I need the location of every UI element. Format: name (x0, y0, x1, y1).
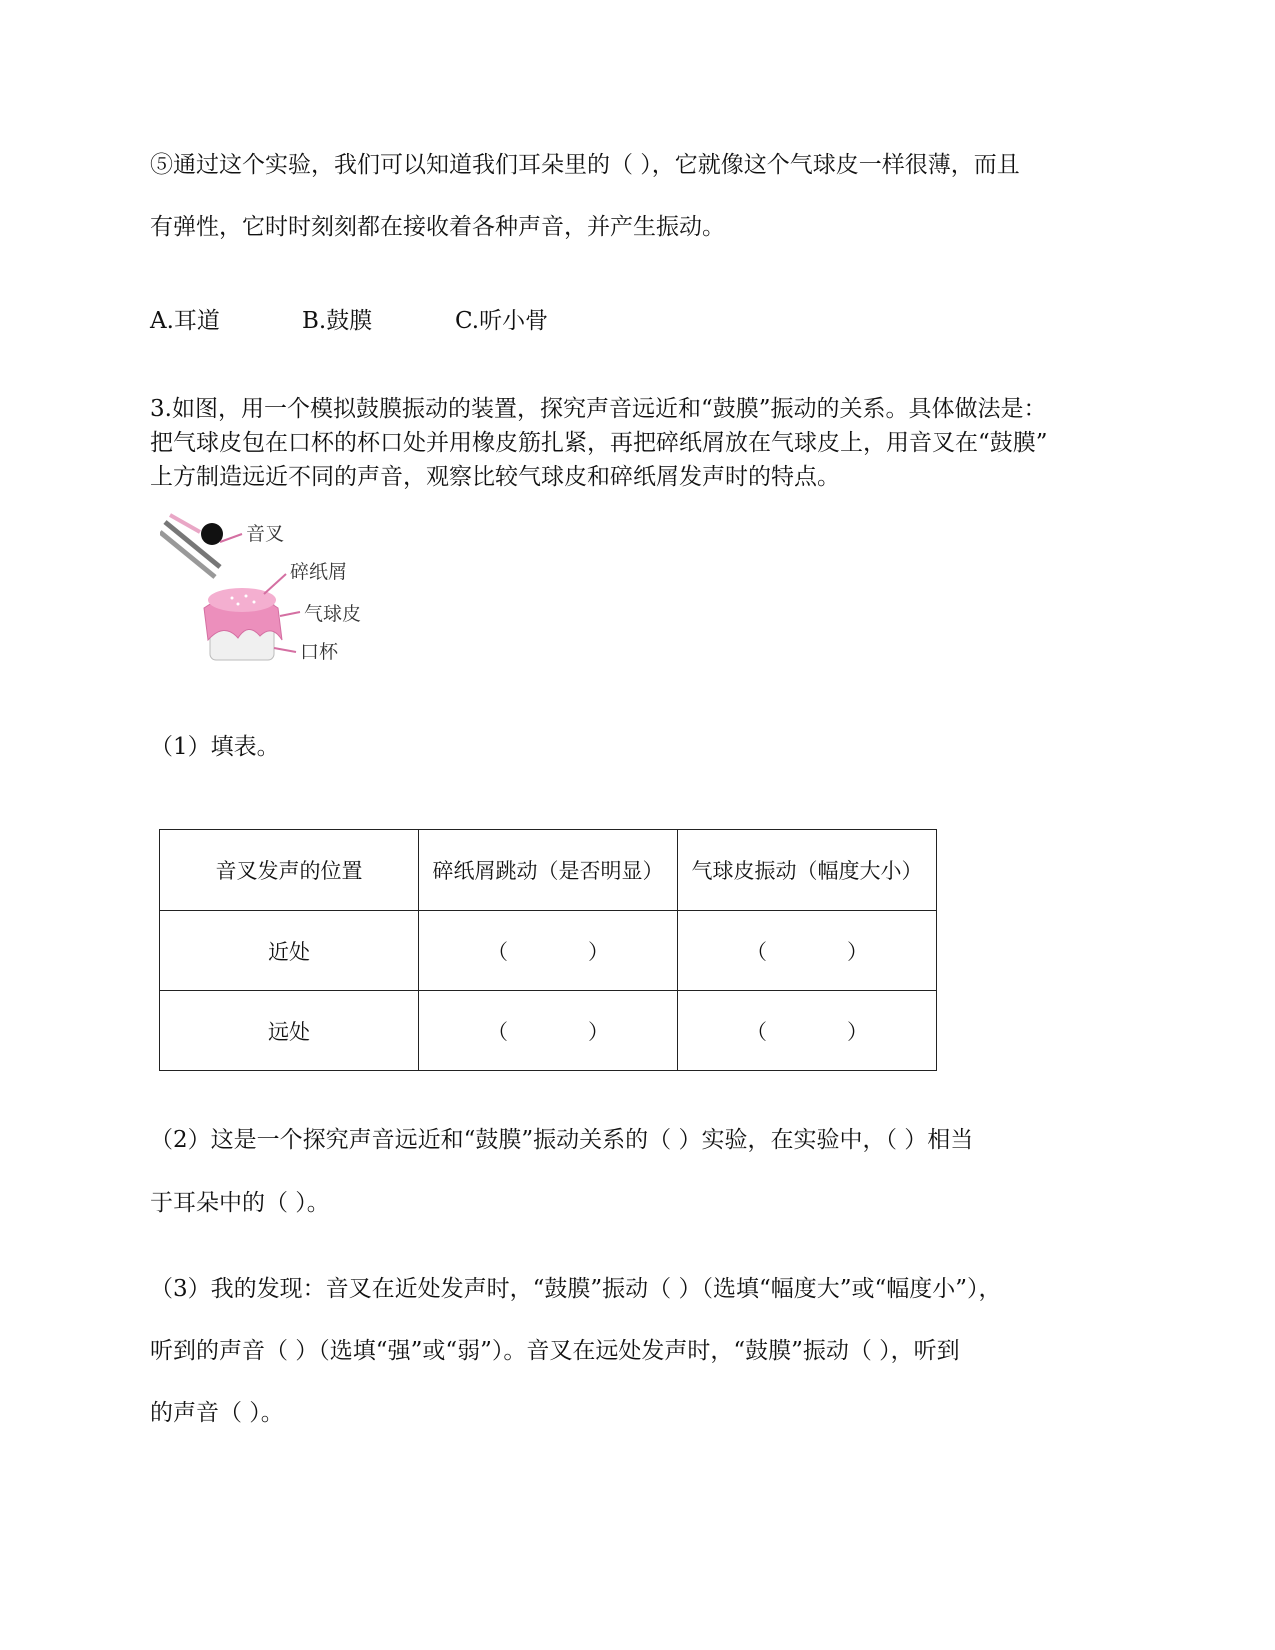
q5-line-2: 有弹性，它时时刻刻都在接收着各种声音，并产生振动。 (150, 214, 725, 240)
q3-line-3: 上方制造远近不同的声音，观察比较气球皮和碎纸屑发声时的特点。 (150, 464, 840, 490)
label-tuning-fork: 音叉 (246, 523, 285, 545)
label-balloon-skin: 气球皮 (304, 603, 362, 625)
answer-blank[interactable]: （ ） (419, 991, 678, 1071)
sub3-line-3: 的声音（ ）。 (150, 1400, 284, 1426)
label-paper-scraps: 碎纸屑 (290, 561, 348, 583)
option-a[interactable]: A.耳道 (150, 308, 220, 334)
header-balloon-skin: 气球皮振动（幅度大小） (678, 830, 937, 911)
table-row (160, 991, 937, 1071)
sub2-line-1: （2）这是一个探究声音远近和“鼓膜”振动关系的（ ）实验，在实验中，（ ）相当 (150, 1127, 974, 1153)
q3-line-2: 把气球皮包在口杯的杯口处并用橡皮筋扎紧，再把碎纸屑放在气球皮上，用音叉在“鼓膜” (150, 430, 1048, 456)
sub2-line-2: 于耳朵中的（ ）。 (150, 1190, 330, 1216)
answer-blank[interactable]: （ ） (678, 991, 937, 1071)
tuning-fork-ball-icon (201, 523, 223, 545)
table-row (160, 911, 937, 991)
sub1-label: （1）填表。 (150, 734, 280, 760)
observation-table (159, 829, 937, 1071)
q5-line-1: ⑤通过这个实验，我们可以知道我们耳朵里的（ ），它就像这个气球皮一样很薄，而且 (150, 152, 1020, 178)
sub3-line-2: 听到的声音（ ）（选填“强”或“弱”）。音叉在远处发声时，“鼓膜”振动（ ），听到 (150, 1338, 960, 1364)
row-position: 近处 (160, 911, 419, 991)
row-position: 远处 (160, 991, 419, 1071)
table-header-row (160, 830, 937, 911)
header-position: 音叉发声的位置 (160, 830, 419, 911)
label-cup: 口杯 (300, 641, 339, 663)
header-paper-scraps: 碎纸屑跳动（是否明显） (419, 830, 678, 911)
option-b[interactable]: B.鼓膜 (302, 308, 373, 334)
option-c[interactable]: C.听小骨 (455, 308, 549, 334)
q3-line-1: 3.如图，用一个模拟鼓膜振动的装置，探究声音远近和“鼓膜”振动的关系。具体做法是： (150, 396, 1047, 422)
answer-blank[interactable]: （ ） (419, 911, 678, 991)
sub3-line-1: （3）我的发现：音叉在近处发声时，“鼓膜”振动（ ）（选填“幅度大”或“幅度小”）， (150, 1276, 1002, 1302)
answer-blank[interactable]: （ ） (678, 911, 937, 991)
eardrum-model-figure (160, 512, 400, 682)
